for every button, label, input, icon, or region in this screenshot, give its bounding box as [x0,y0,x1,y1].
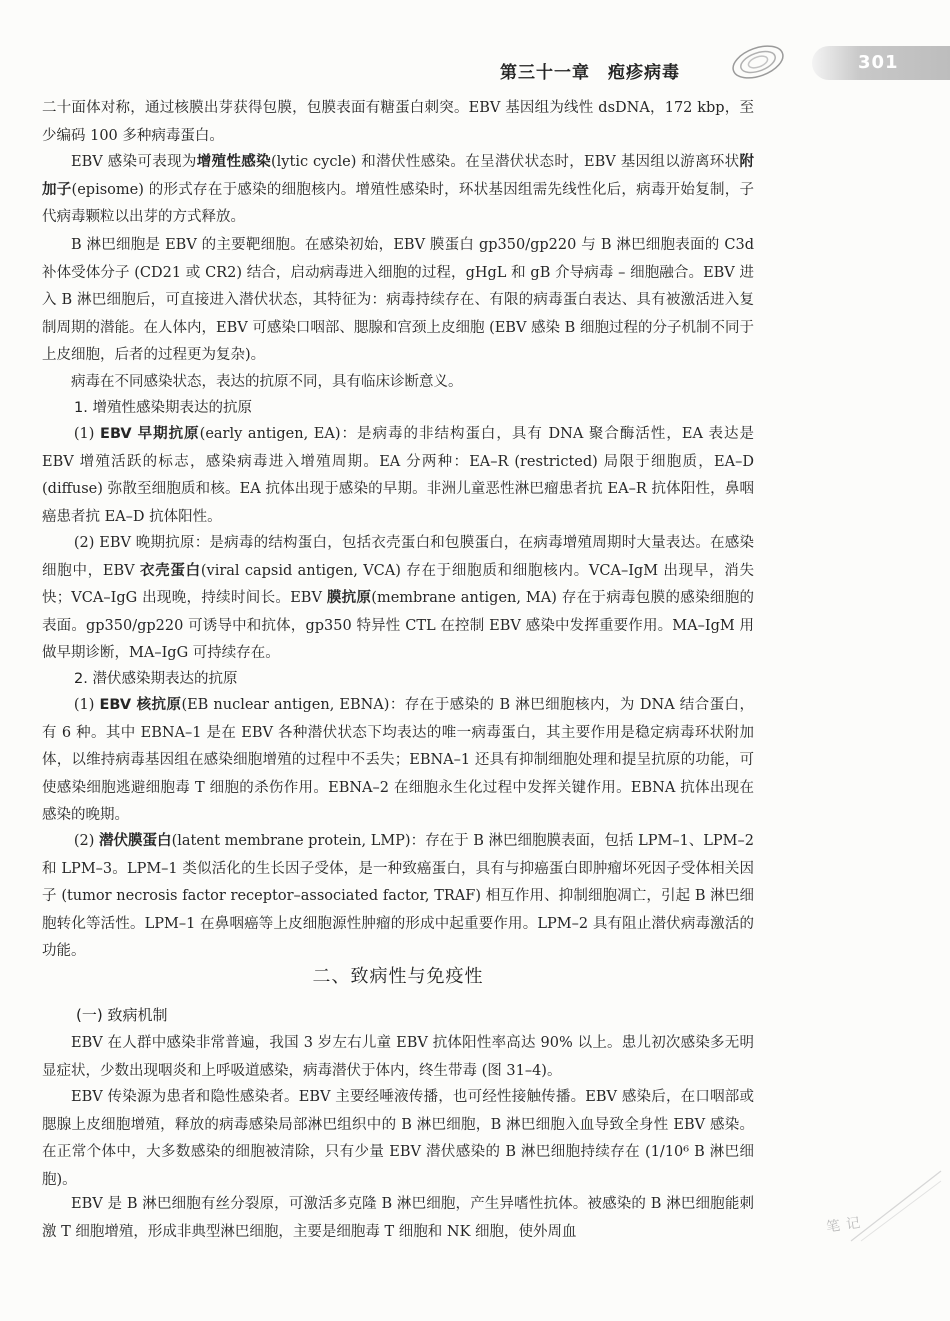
text-run: EBV 感染可表现为 [71,154,197,170]
text-run: (episome) 的形式存在于感染的细胞核内。增殖性感染时，环状基因组需先线性化后，病毒开始复制，子代病毒颗粒以出芽的方式释放。 [42,181,755,226]
page-number: 301 [858,52,899,73]
text-run: B 淋巴细胞是 EBV 的主要靶细胞。在感染初始，EBV 膜蛋白 gp350/gp220 与 B 淋巴细胞表面的 C3d 补体受体分子 (CD21 或 CR2) 结合，启动病毒进入细胞的过程，gHgL 和 gB 介导病毒 – 细胞融合。EBV 进入 B 淋巴细胞后，可直接进入潜伏状态，其特征为：病毒持续存在、有限的病毒蛋白表达、具有被激活进入复制周期的潜能。在人体内，EBV 可感染口咽部、腮腺和宫颈上皮细胞 (EBV 感染 B 细胞过程的分子机制不同于上皮细胞，后者的过程更为复杂)。 [42,237,754,364]
paragraph [42,692,754,830]
paragraph [42,1030,754,1085]
text-run: (viral capsid antigen, VCA) 存在于细胞质和细胞核内。VCA–IgM 出现早，消失快；VCA–IgG 出现晚，持续时间长。EBV [42,562,755,607]
paragraph [42,149,754,232]
bold-term: 附加子 [42,154,754,198]
text-run: 2. 潜伏感染期表达的抗原 [74,671,238,687]
bold-term: 潜伏膜蛋白 [99,833,172,849]
bold-term: EBV 早期抗原 [100,426,200,442]
paragraph [42,530,754,668]
subheading [74,395,252,421]
bold-term: 衣壳蛋白 [139,562,201,579]
text-run: (1) [73,697,100,713]
text-run: 二十面体对称，通过核膜出芽获得包膜，包膜表面有糖蛋白刺突。EBV 基因组为线性 dsDNA，172 kbp，至少编码 100 多种病毒蛋白。 [42,100,754,144]
paragraph [42,828,754,966]
text-run: EBV 是 B 淋巴细胞有丝分裂原，可激活多克隆 B 淋巴细胞，产生异嗜性抗体。被感染的 B 淋巴细胞能刺激 T 细胞增殖，形成非典型淋巴细胞，主要是细胞毒 T 细胞和 NK 细胞，使外周血 [42,1196,754,1240]
text-run: 1. 增殖性感染期表达的抗原 [74,400,252,416]
note-pen-decoration-icon [846,1166,946,1246]
text-run: (1) [73,426,101,442]
text-run: (latent membrane protein, LMP)：存在于 B 淋巴细胞膜表面，包括 LPM–1、LPM–2 和 LPM–3。LPM–1 类似活化的生长因子受体，是一种致癌蛋白，具有与抑癌蛋白即肿瘤坏死因子受体相关因子 (tumor necrosis factor receptor–associated factor, TRAF) 相互作用、抑制细胞凋亡，引起 B 淋巴细胞转化等活性。LPM–1 在鼻咽癌等上皮细胞源性肿瘤的形成中起重要作用。LPM–2 具有阻止潜伏病毒激活的功能。 [42,833,755,960]
subheading [74,666,237,692]
bold-term: 膜抗原 [326,590,372,607]
text-run: 病毒在不同感染状态，表达的抗原不同，具有临床诊断意义。 [71,374,463,390]
text-run: (2) EBV 晚期抗原：是病毒的结构蛋白，包括衣壳蛋白和包膜蛋白，在病毒增殖周期时大量表达。在感染细胞中，EBV [42,535,754,579]
subsection-title: (一) 致病机制 [76,1006,168,1024]
section-title: 二、致病性与免疫性 [312,966,484,987]
text-run: (EB nuclear antigen, EBNA)：存在于感染的 B 淋巴细胞核内，为 DNA 结合蛋白，有 6 种。其中 EBNA–1 是在 EBV 各种潜伏状态下均表达的唯一病毒蛋白，其主要作用是稳定病毒环状附加体，以维持病毒基因组在感染细胞增殖的过程中不丢失；EBNA–1 还具有抑制细胞处理和提呈抗原的功能，可使感染细胞逃避细胞毒 T 细胞的杀伤作用。EBNA–2 在细胞永生化过程中发挥关键作用。EBNA 抗体出现在感染的晚期。 [42,697,755,824]
margin-note-label: 笔记 [825,1214,868,1236]
swirl-logo-icon [728,40,788,84]
text-run: EBV 传染源为患者和隐性感染者。EBV 主要经唾液传播，也可经性接触传播。EBV 感染后，在口咽部或腮腺上皮细胞增殖，释放的病毒感染局部淋巴组织中的 B 淋巴细胞，B 淋巴细胞入血导致全身性 EBV 感染。在正常个体中，大多数感染的细胞被清除，只有少量 EBV 潜伏感染的 B 淋巴细胞持续存在 (1/10⁶ B 淋巴细胞)。 [42,1089,754,1188]
paragraph [42,369,754,397]
text-run: (early antigen, EA)：是病毒的非结构蛋白，具有 DNA 聚合酶活性，EA 表达是 EBV 增殖活跃的标志，感染病毒进入增殖周期。EA 分两种：EA–R (restricted) 局限于细胞质，EA–D (diffuse) 弥散至细胞质和核。EA 抗体出现于感染的早期。非洲儿童恶性淋巴瘤患者抗 EA–R 抗体阳性，鼻咽癌患者抗 EA–D 抗体阳性。 [42,426,755,525]
running-header-chapter: 第三十一章 疱疹病毒 [500,63,680,83]
paragraph [42,1084,754,1194]
text-run: (membrane antigen, MA) 存在于病毒包膜的感染细胞的表面。gp350/gp220 可诱导中和抗体，gp350 特异性 CTL 在控制 EBV 感染中发挥重要作用。MA–IgM 用做早期诊断，MA–IgG 可持续存在。 [42,590,755,662]
text-run: (lytic cycle) 和潜伏性感染。在呈潜伏状态时，EBV 基因组以游离环状 [271,154,740,170]
bold-term: EBV 核抗原 [99,697,182,713]
text-run: (2) [73,833,100,849]
paragraph [42,232,754,370]
paragraph [42,1191,754,1246]
paragraph [42,421,754,531]
text-run: EBV 在人群中感染非常普遍，我国 3 岁左右儿童 EBV 抗体阳性率高达 90% 以上。患儿初次感染多无明显症状，少数出现咽炎和上呼吸道感染，病毒潜伏于体内，终生带毒 (图 31–4)。 [42,1035,754,1079]
paragraph [42,95,754,150]
bold-term: 增殖性感染 [196,154,272,170]
